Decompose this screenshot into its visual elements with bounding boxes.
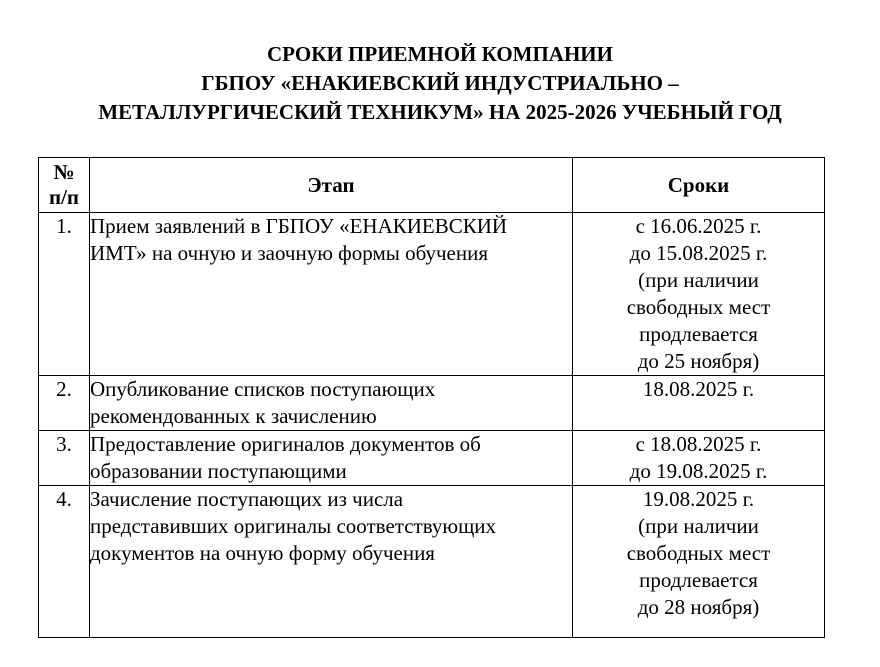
- row-stage: [90, 431, 573, 486]
- table-row: [39, 431, 825, 486]
- stage-line: Прием заявлений в ГБПОУ «ЕНАКИЕВСКИЙ: [90, 214, 508, 238]
- header-number-abbr: п/п: [48, 185, 80, 209]
- header-number-symbol: №: [53, 160, 75, 184]
- title-line-1: СРОКИ ПРИЕМНОЙ КОМПАНИИ: [267, 42, 613, 66]
- stage-line: Предоставление оригиналов документов об: [90, 432, 481, 456]
- stage-line: Зачисление поступающих из числа: [90, 487, 404, 511]
- row-number: 4.: [39, 486, 90, 638]
- row-dates: [573, 213, 825, 376]
- dates-line: до 15.08.2025 г.: [629, 241, 768, 265]
- dates-line: продлевается: [639, 322, 758, 346]
- stage-line: рекомендованных к зачислению: [90, 404, 377, 428]
- stage-line: Опубликование списков поступающих: [90, 377, 436, 401]
- header-dates: Сроки: [573, 158, 825, 213]
- stage-line: образовании поступающими: [90, 459, 347, 483]
- dates-line: свободных мест: [626, 295, 771, 319]
- row-number: 2.: [39, 376, 90, 431]
- dates-line: (при наличии: [638, 514, 759, 538]
- row-number: 3.: [39, 431, 90, 486]
- stage-line: представивших оригиналы соответствующих: [90, 514, 497, 538]
- dates-line: с 18.08.2025 г.: [635, 432, 762, 456]
- header-stage: Этап: [90, 158, 573, 213]
- table-row: [39, 213, 825, 376]
- header-number: [39, 158, 90, 213]
- document-title: [0, 40, 880, 127]
- row-stage: [90, 486, 573, 638]
- row-dates: [573, 376, 825, 431]
- dates-line: (при наличии: [638, 268, 759, 292]
- stage-line: документов на очную форму обучения: [90, 541, 435, 565]
- admission-schedule-table: [38, 157, 825, 638]
- stage-line: ИМТ» на очную и заочную формы обучения: [90, 241, 489, 265]
- row-number: 1.: [39, 213, 90, 376]
- row-stage: [90, 376, 573, 431]
- dates-line: продлевается: [639, 568, 758, 592]
- row-dates: [573, 486, 825, 638]
- table-header-row: [39, 158, 825, 213]
- dates-line: до 25 ноября): [637, 349, 760, 373]
- dates-line: до 19.08.2025 г.: [629, 459, 768, 483]
- title-line-2: ГБПОУ «ЕНАКИЕВСКИЙ ИНДУСТРИАЛЬНО –: [201, 71, 679, 95]
- dates-line: с 16.06.2025 г.: [635, 214, 762, 238]
- table-row: [39, 376, 825, 431]
- row-dates: [573, 431, 825, 486]
- dates-line: свободных мест: [626, 541, 771, 565]
- title-line-3: МЕТАЛЛУРГИЧЕСКИЙ ТЕХНИКУМ» НА 2025-2026 УЧЕБНЫЙ ГОД: [98, 100, 782, 124]
- dates-line: 19.08.2025 г.: [642, 487, 755, 511]
- row-stage: [90, 213, 573, 376]
- dates-line: 18.08.2025 г.: [642, 377, 755, 401]
- dates-line: до 28 ноября): [637, 595, 760, 619]
- table-row: [39, 486, 825, 638]
